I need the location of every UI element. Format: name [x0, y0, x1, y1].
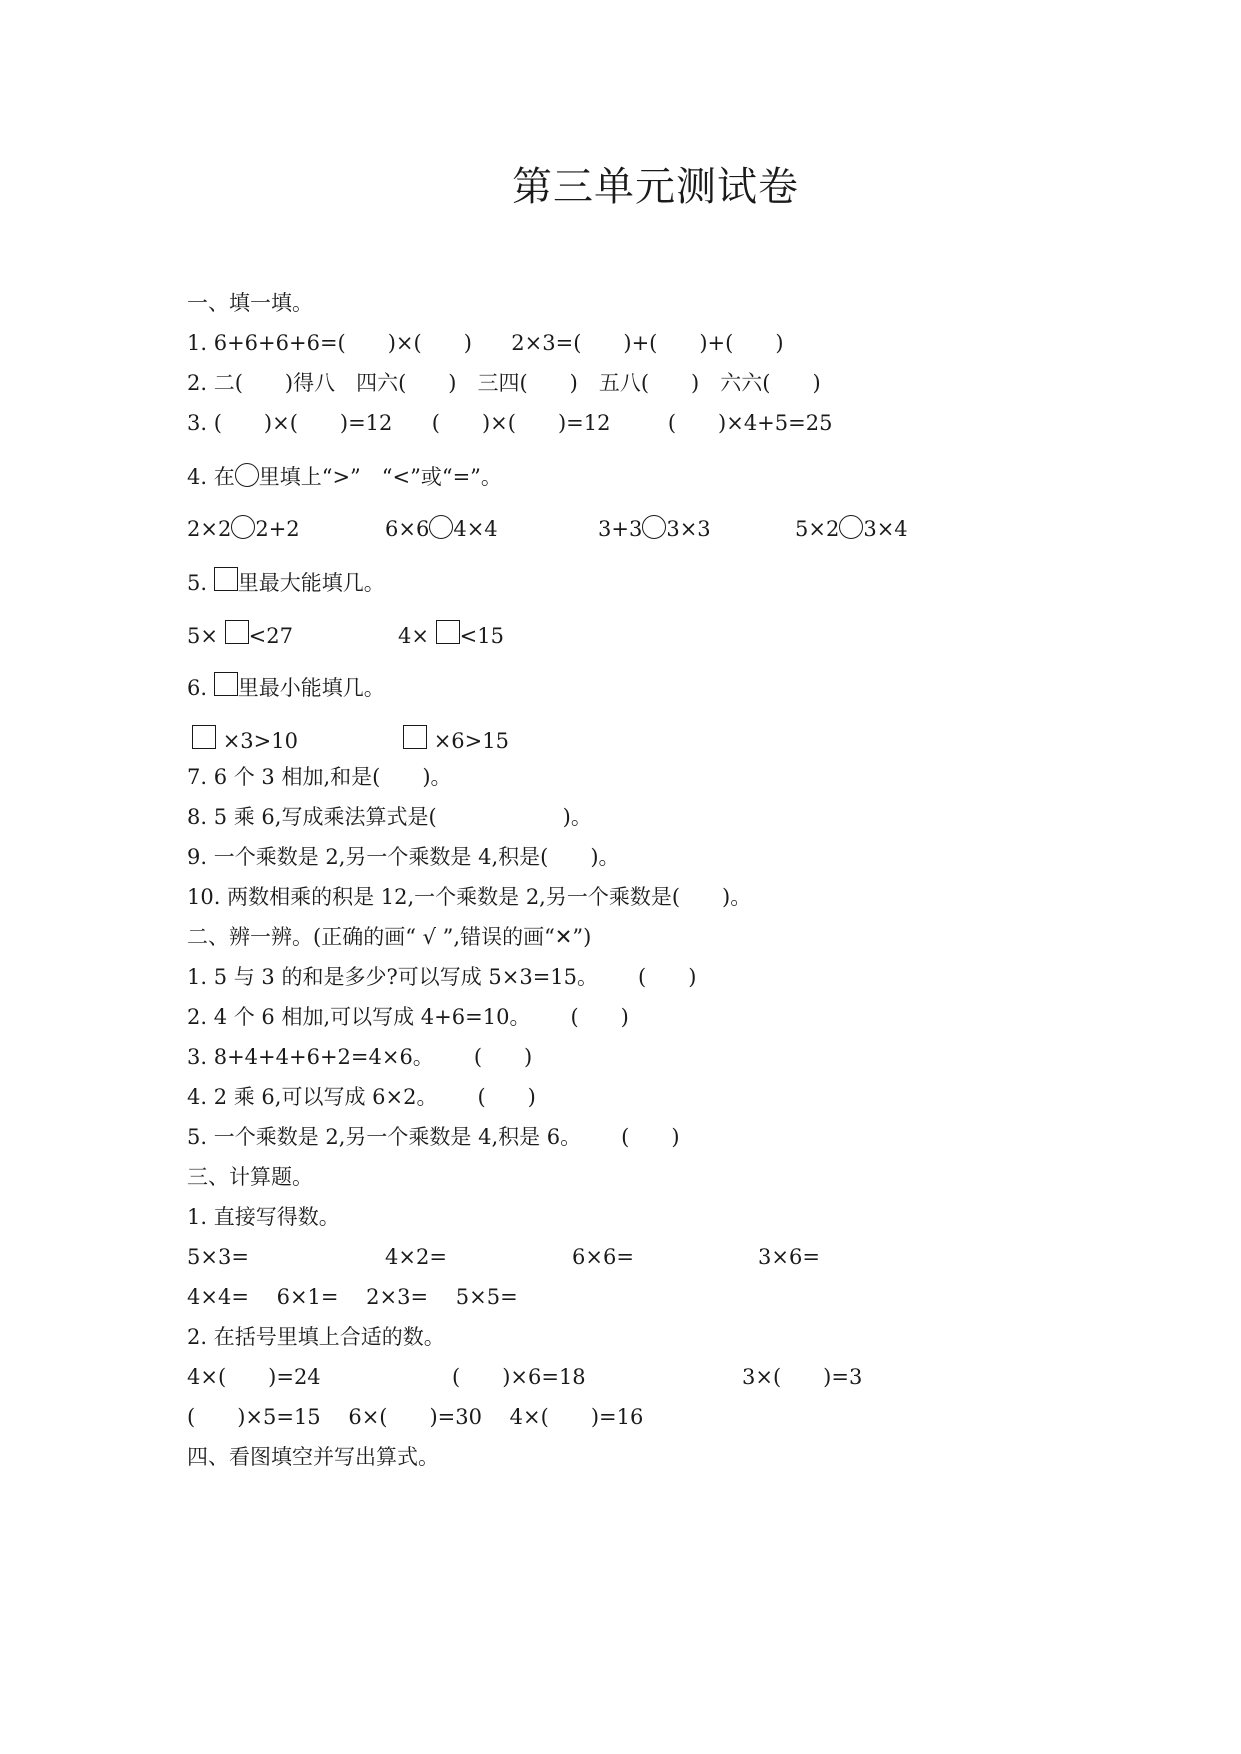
square-blank-icon	[214, 672, 238, 696]
calc-row-2: 4×4= 6×1= 2×3= 5×5=	[187, 1285, 518, 1309]
compare-left: 2×2	[187, 517, 232, 541]
q1-part-b: 2×3=( )+( )+( )	[511, 331, 784, 355]
compare-right: 3×4	[863, 517, 908, 541]
question-1-7: 7. 6 个 3 相加,和是( )。	[187, 765, 452, 789]
compare-item	[598, 515, 711, 540]
square-blank-icon[interactable]	[225, 620, 249, 644]
q6-item	[403, 725, 509, 752]
compare-left: 5×2	[795, 517, 840, 541]
judge-text: 3. 8+4+4+6+2=4×6。	[187, 1045, 434, 1069]
fill-item: 3×( )=3	[742, 1365, 863, 1389]
fill-item: 4×( )=24	[187, 1365, 321, 1389]
q3-part-a: 3. ( )×( )=12	[187, 411, 393, 435]
sub-question-1: 1. 直接写得数。	[187, 1205, 340, 1229]
square-blank-icon[interactable]	[436, 620, 460, 644]
question-1-10: 10. 两数相乘的积是 12,一个乘数是 2,另一个乘数是( )。	[187, 885, 752, 909]
judge-item	[187, 1047, 532, 1068]
section-2-heading: 二、辨一辨。(正确的画“ √ ”,错误的画“✕”)	[187, 925, 592, 949]
q6-right: ×6>15	[433, 729, 509, 753]
judge-text: 2. 4 个 6 相加,可以写成 4+6=10。	[187, 1005, 531, 1029]
square-blank-icon	[214, 567, 238, 591]
compare-item	[187, 515, 300, 540]
q6-prefix: 6.	[187, 676, 208, 700]
judge-item	[187, 1127, 680, 1148]
q5-item	[187, 620, 293, 647]
question-1-1	[187, 333, 784, 354]
question-1-8: 8. 5 乘 6,写成乘法算式是( )。	[187, 805, 592, 829]
circle-blank-icon[interactable]	[839, 515, 863, 539]
q5-item	[398, 620, 504, 647]
compare-item	[795, 515, 908, 540]
q6-suffix: 里最小能填几。	[237, 676, 385, 700]
compare-left: 6×6	[385, 517, 430, 541]
compare-item	[385, 515, 498, 540]
fill-row-2: ( )×5=15 6×( )=30 4×( )=16	[187, 1405, 644, 1429]
judge-blank[interactable]: ( )	[638, 965, 697, 989]
calc-item: 5×3=	[187, 1245, 249, 1269]
judge-blank[interactable]: ( )	[477, 1085, 536, 1109]
page-title: 第三单元测试卷	[512, 164, 799, 210]
q5-right: <15	[459, 624, 504, 648]
question-1-4	[187, 463, 502, 488]
question-1-6	[187, 672, 385, 699]
calc-item: 3×6=	[758, 1245, 820, 1269]
calc-item: 4×2=	[385, 1245, 447, 1269]
sub-question-2: 2. 在括号里填上合适的数。	[187, 1325, 445, 1349]
q3-part-b: ( )×( )=12	[431, 411, 611, 435]
q5-prefix: 5.	[187, 571, 208, 595]
section-1-heading: 一、填一填。	[187, 291, 313, 315]
judge-item	[187, 1087, 536, 1108]
compare-right: 2+2	[255, 517, 300, 541]
question-1-5	[187, 567, 385, 594]
circle-blank-icon[interactable]	[231, 515, 255, 539]
section-3-heading: 三、计算题。	[187, 1165, 313, 1189]
q6-item	[192, 725, 298, 752]
compare-right: 3×3	[666, 517, 711, 541]
judge-blank[interactable]: ( )	[473, 1045, 533, 1069]
q5-right: <27	[248, 624, 293, 648]
q4-suffix: 里填上“>” “<”或“=”。	[258, 465, 502, 489]
q3-part-c: ( )×4+5=25	[667, 411, 833, 435]
q1-part-a: 1. 6+6+6+6=( )×( )	[187, 331, 472, 355]
judge-text: 4. 2 乘 6,可以写成 6×2。	[187, 1085, 438, 1109]
square-blank-icon[interactable]	[403, 725, 427, 749]
q6-right: ×3>10	[222, 729, 298, 753]
judge-text: 5. 一个乘数是 2,另一个乘数是 4,积是 6。	[187, 1125, 582, 1149]
circle-blank-icon[interactable]	[429, 515, 453, 539]
judge-text: 1. 5 与 3 的和是多少?可以写成 5×3=15。	[187, 965, 599, 989]
question-1-9: 9. 一个乘数是 2,另一个乘数是 4,积是( )。	[187, 845, 620, 869]
judge-blank[interactable]: ( )	[570, 1005, 629, 1029]
q5-left: 4×	[398, 624, 429, 648]
judge-item	[187, 1007, 629, 1028]
fill-item: ( )×6=18	[452, 1365, 586, 1389]
compare-left: 3+3	[598, 517, 643, 541]
compare-right: 4×4	[453, 517, 498, 541]
q4-prefix: 4. 在	[187, 465, 235, 489]
square-blank-icon[interactable]	[192, 725, 216, 749]
judge-item	[187, 967, 696, 988]
question-1-2: 2. 二( )得八 四六( ) 三四( ) 五八( ) 六六( )	[187, 371, 821, 395]
judge-blank[interactable]: ( )	[621, 1125, 680, 1149]
q5-left: 5×	[187, 624, 218, 648]
circle-blank-icon[interactable]	[642, 515, 666, 539]
question-1-3	[187, 413, 832, 434]
q5-suffix: 里最大能填几。	[237, 571, 385, 595]
calc-item: 6×6=	[572, 1245, 634, 1269]
circle-blank-icon	[235, 463, 259, 487]
section-4-heading: 四、看图填空并写出算式。	[187, 1445, 439, 1469]
